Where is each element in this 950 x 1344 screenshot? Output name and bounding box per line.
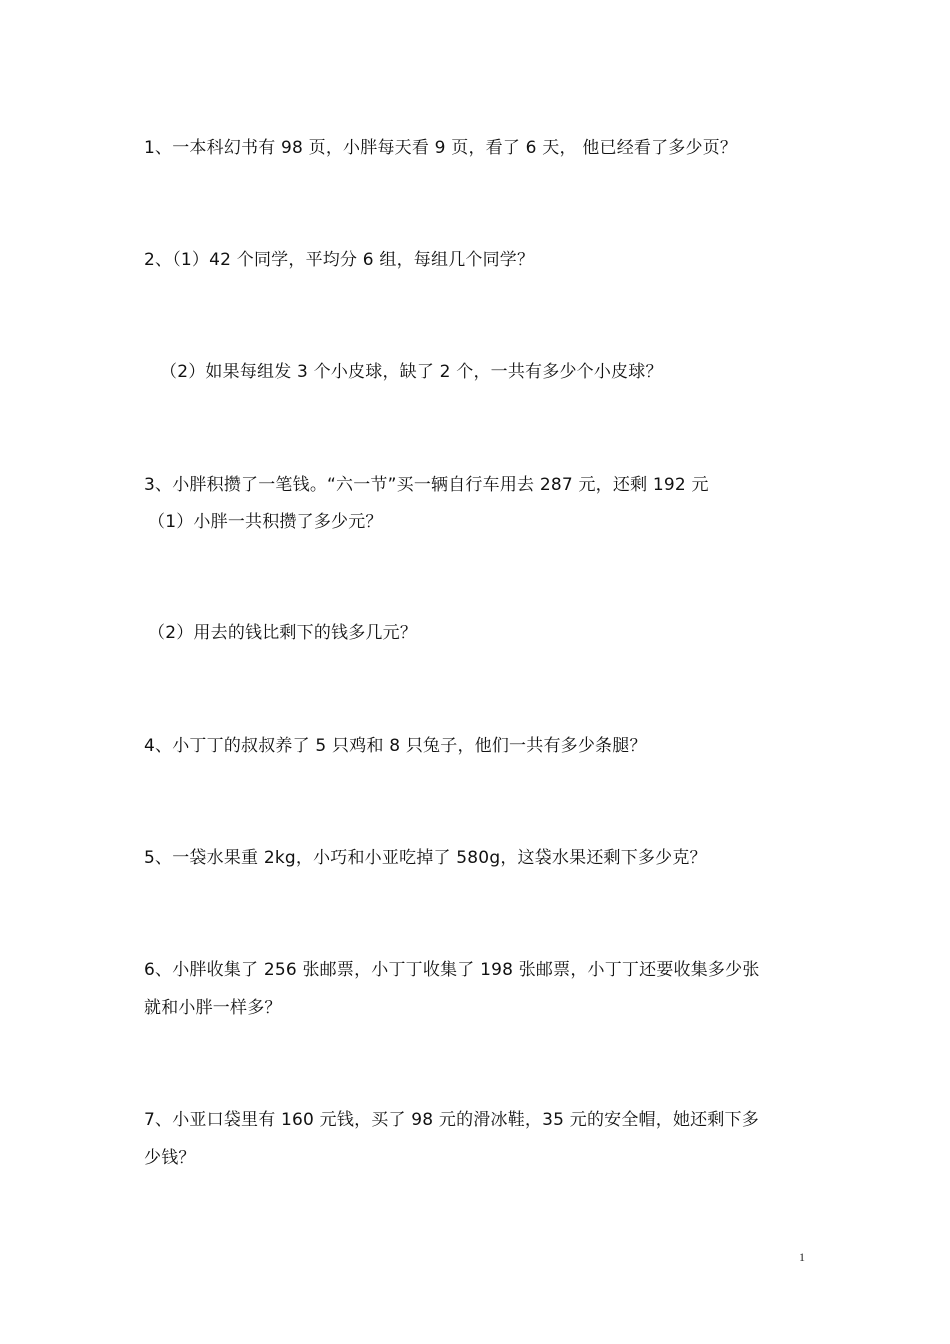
question-7-line-2: 少钱？ [144,1148,196,1168]
question-3-part-1: （1）小胖一共积攒了多少元？ [148,512,383,532]
question-3: 3、小胖积攒了一笔钱。“六一节”买一辆自行车用去 287 元，还剩 192 元 [144,475,709,495]
question-2-part-1: 2、（1）42 个同学，平均分 6 组，每组几个同学？ [144,250,535,270]
question-7-line-1: 7、小亚口袋里有 160 元钱，买了 98 元的滑冰鞋，35 元的安全帽，她还剩下多 [144,1110,759,1130]
question-1: 1、一本科幻书有 98 页，小胖每天看 9 页，看了 6 天， 他已经看了多少页？ [144,138,738,158]
question-6-line-1: 6、小胖收集了 256 张邮票，小丁丁收集了 198 张邮票，小丁丁还要收集多少张 [144,960,760,980]
question-2-part-2: （2）如果每组发 3 个小皮球，缺了 2 个，一共有多少个小皮球？ [160,362,663,382]
question-5: 5、一袋水果重 2kg，小巧和小亚吃掉了 580g，这袋水果还剩下多少克？ [144,848,707,868]
question-6-line-2: 就和小胖一样多？ [144,998,282,1018]
page-number: 1 [799,1250,805,1264]
question-4: 4、小丁丁的叔叔养了 5 只鸡和 8 只兔子，他们一共有多少条腿？ [144,736,647,756]
question-3-part-2: （2）用去的钱比剩下的钱多几元？ [148,623,418,643]
